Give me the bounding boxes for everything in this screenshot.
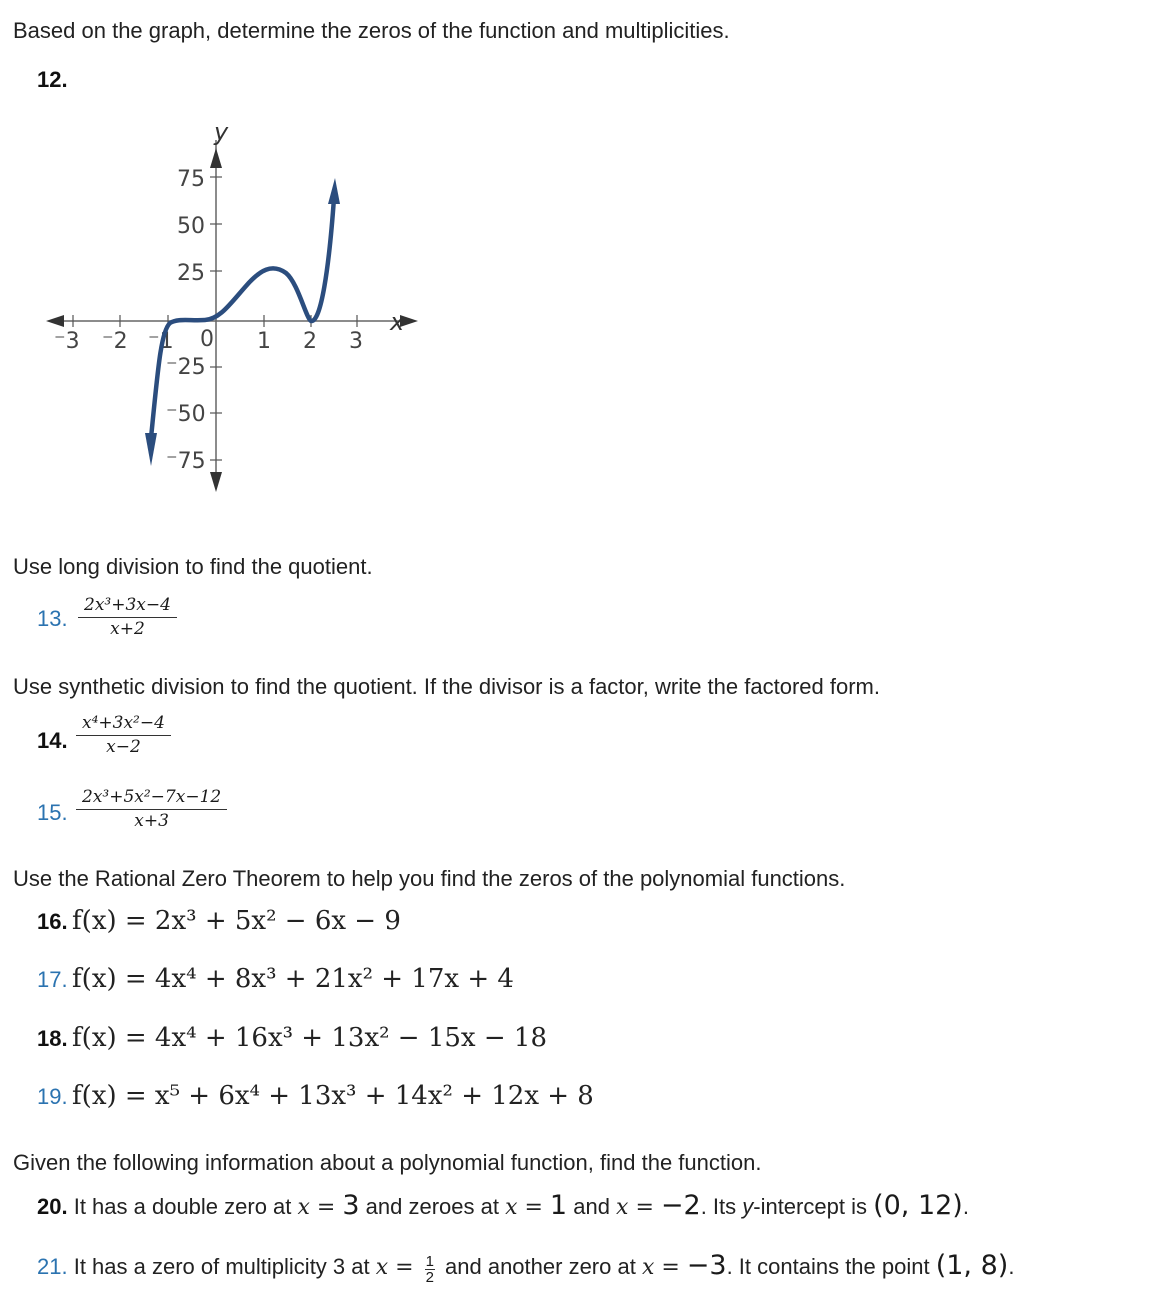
problem-21-number: 21. [37, 1254, 68, 1279]
problem-15-number: 15. [37, 800, 68, 825]
problem-17-expression: f(x) = 4x⁴ + 8x³ + 21x² + 17x + 4 [72, 964, 514, 994]
x-axis-left-arrow [46, 315, 64, 327]
problem-19-number: 19. [37, 1084, 68, 1109]
problem-15 [37, 800, 68, 826]
problem-18-expression: f(x) = 4x⁴ + 16x³ + 13x² − 15x − 18 [72, 1023, 547, 1053]
y-tick-label-25: 25 [177, 261, 205, 286]
x-tick-label-neg-3: ⁻3 [54, 329, 80, 354]
x-axis-label: x [390, 308, 405, 336]
section-rational-zero: Use the Rational Zero Theorem to help you find the zeros of the polynomial functions. [13, 866, 846, 891]
x-tick-label-1: 1 [257, 329, 271, 354]
problem-21: 21. It has a zero of multiplicity 3 at x = $\frac{1}{2}$ and another zero at x = −3. It contains the point (1, 8). [37, 1250, 1015, 1287]
problem-12-graph [40, 118, 420, 498]
section-long-division: Use long division to find the quotient. [13, 554, 373, 579]
problem-20: 20. It has a double zero at x = 3 and zeroes at x = 1 and x = −2. Its y-intercept is (0, 12). [37, 1190, 969, 1221]
problem-12-number: 12. [37, 67, 68, 92]
y-tick-label-neg-50: ⁻50 [166, 402, 206, 427]
problem-13-numerator: 2x³+3x−4 [78, 595, 177, 618]
curve-end-arrow-up [328, 178, 340, 204]
problem-17 [37, 964, 514, 994]
problem-18-number: 18. [37, 1026, 68, 1051]
problem-13-number: 13. [37, 606, 68, 631]
problem-20-number: 20. [37, 1194, 68, 1219]
section-given-info: Given the following information about a polynomial function, find the function. [13, 1150, 762, 1175]
problem-19-expression: f(x) = x⁵ + 6x⁴ + 13x³ + 14x² + 12x + 8 [72, 1081, 594, 1111]
x-tick-label-3: 3 [349, 329, 363, 354]
problem-14 [37, 728, 68, 754]
problem-13-fraction [78, 595, 177, 639]
x-tick-label-neg-2: ⁻2 [102, 329, 128, 354]
curve-end-arrow-down [145, 433, 157, 466]
problem-15-denominator: x+3 [134, 811, 169, 831]
problem-13-denominator: x+2 [110, 619, 145, 639]
problem-12 [37, 67, 68, 93]
problem-21-half-fraction: $\frac{1}{2}$ [425, 1253, 434, 1287]
problem-15-fraction [76, 787, 227, 831]
x-tick-label-2: 2 [303, 329, 317, 354]
problem-14-numerator: x⁴+3x²−4 [76, 713, 171, 736]
y-axis-up-arrow [210, 148, 222, 168]
problem-19 [37, 1081, 594, 1111]
x-tick-label-neg-1: ⁻1 [148, 329, 174, 354]
y-tick-label-50: 50 [177, 214, 205, 239]
problem-14-number: 14. [37, 728, 68, 753]
intro-instruction: Based on the graph, determine the zeros of the function and multiplicities. [13, 18, 730, 43]
y-tick-label-75: 75 [177, 167, 205, 192]
y-tick-label-neg-25: ⁻25 [166, 355, 206, 380]
problem-14-fraction [76, 713, 171, 757]
problem-18 [37, 1023, 547, 1053]
problem-13 [37, 606, 68, 632]
problem-15-numerator: 2x³+5x²−7x−12 [76, 787, 227, 810]
problem-14-denominator: x−2 [106, 737, 141, 757]
section-synthetic-division: Use synthetic division to find the quotient. If the divisor is a factor, write the factored form. [13, 674, 880, 699]
y-axis-label: y [214, 118, 229, 146]
problem-16 [37, 906, 401, 936]
y-tick-label-neg-75: ⁻75 [166, 449, 206, 474]
y-axis-down-arrow [210, 472, 222, 492]
problem-17-number: 17. [37, 967, 68, 992]
x-tick-label-0: 0 [200, 327, 214, 352]
problem-16-expression: f(x) = 2x³ + 5x² − 6x − 9 [72, 906, 401, 936]
problem-16-number: 16. [37, 909, 68, 934]
